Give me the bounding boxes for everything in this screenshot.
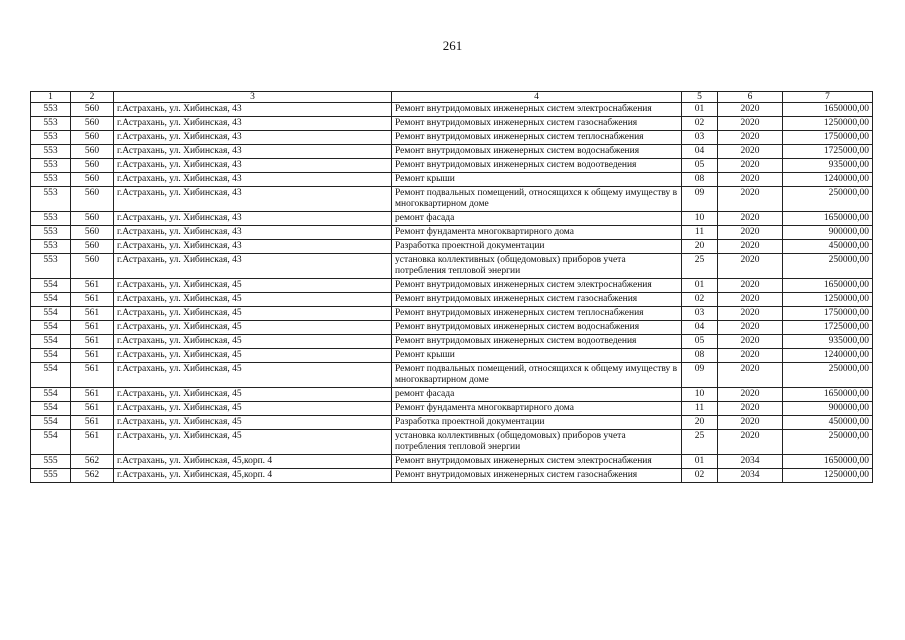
row-number: 554 (31, 335, 71, 349)
column-number: 6 (718, 92, 783, 103)
cost-cell: 1650000,00 (783, 455, 873, 469)
row-number: 554 (31, 388, 71, 402)
works-register-table (30, 91, 873, 483)
address-cell: г.Астрахань, ул. Хибинская, 45 (114, 335, 392, 349)
cost-cell: 900000,00 (783, 226, 873, 240)
table-row (31, 145, 873, 159)
cost-cell: 450000,00 (783, 240, 873, 254)
table-row (31, 307, 873, 321)
column-number: 3 (114, 92, 392, 103)
work-type-cell: Разработка проектной документации (392, 416, 682, 430)
work-type-cell: Ремонт внутридомовых инженерных систем электроснабжения (392, 103, 682, 117)
year-cell: 2020 (718, 159, 783, 173)
address-cell: г.Астрахань, ул. Хибинская, 43 (114, 159, 392, 173)
address-cell: г.Астрахань, ул. Хибинская, 45,корп. 4 (114, 455, 392, 469)
row-number: 553 (31, 145, 71, 159)
work-code-cell: 20 (682, 240, 718, 254)
work-type-cell: установка коллективных (общедомовых) приборов учета потребления тепловой энергии (392, 254, 682, 279)
cost-cell: 250000,00 (783, 254, 873, 279)
column-number: 5 (682, 92, 718, 103)
table-row (31, 430, 873, 455)
table-row (31, 416, 873, 430)
work-code-cell: 03 (682, 307, 718, 321)
cost-cell: 1240000,00 (783, 349, 873, 363)
cost-cell: 250000,00 (783, 187, 873, 212)
house-number: 561 (71, 279, 114, 293)
work-type-cell: Ремонт внутридомовых инженерных систем электроснабжения (392, 455, 682, 469)
address-cell: г.Астрахань, ул. Хибинская, 45 (114, 402, 392, 416)
house-number: 562 (71, 455, 114, 469)
row-number: 553 (31, 159, 71, 173)
row-number: 554 (31, 363, 71, 388)
address-cell: г.Астрахань, ул. Хибинская, 43 (114, 131, 392, 145)
work-type-cell: Ремонт внутридомовых инженерных систем водоотведения (392, 335, 682, 349)
row-number: 553 (31, 117, 71, 131)
work-code-cell: 02 (682, 469, 718, 483)
work-type-cell: Ремонт фундамента многоквартирного дома (392, 402, 682, 416)
table-row (31, 321, 873, 335)
column-number: 7 (783, 92, 873, 103)
table-row (31, 279, 873, 293)
work-type-cell: Ремонт подвальных помещений, относящихся к общему имуществу в многоквартирном доме (392, 363, 682, 388)
work-type-cell: Ремонт внутридомовых инженерных систем теплоснабжения (392, 307, 682, 321)
row-number: 554 (31, 349, 71, 363)
address-cell: г.Астрахань, ул. Хибинская, 45 (114, 430, 392, 455)
house-number: 561 (71, 307, 114, 321)
row-number: 554 (31, 307, 71, 321)
work-code-cell: 09 (682, 363, 718, 388)
cost-cell: 1725000,00 (783, 145, 873, 159)
house-number: 561 (71, 388, 114, 402)
work-type-cell: Ремонт фундамента многоквартирного дома (392, 226, 682, 240)
address-cell: г.Астрахань, ул. Хибинская, 43 (114, 226, 392, 240)
cost-cell: 1750000,00 (783, 131, 873, 145)
house-number: 560 (71, 131, 114, 145)
cost-cell: 1725000,00 (783, 321, 873, 335)
work-type-cell: Разработка проектной документации (392, 240, 682, 254)
table-row (31, 293, 873, 307)
table-row (31, 117, 873, 131)
work-type-cell: Ремонт внутридомовых инженерных систем электроснабжения (392, 279, 682, 293)
work-type-cell: Ремонт внутридомовых инженерных систем водоотведения (392, 159, 682, 173)
work-type-cell: Ремонт крыши (392, 173, 682, 187)
row-number: 553 (31, 240, 71, 254)
work-type-cell: установка коллективных (общедомовых) приборов учета потребления тепловой энергии (392, 430, 682, 455)
address-cell: г.Астрахань, ул. Хибинская, 43 (114, 254, 392, 279)
table-row (31, 349, 873, 363)
column-number: 4 (392, 92, 682, 103)
work-type-cell: Ремонт подвальных помещений, относящихся к общему имуществу в многоквартирном доме (392, 187, 682, 212)
year-cell: 2020 (718, 430, 783, 455)
cost-cell: 1250000,00 (783, 117, 873, 131)
address-cell: г.Астрахань, ул. Хибинская, 45 (114, 321, 392, 335)
row-number: 553 (31, 212, 71, 226)
address-cell: г.Астрахань, ул. Хибинская, 43 (114, 240, 392, 254)
work-code-cell: 04 (682, 145, 718, 159)
cost-cell: 450000,00 (783, 416, 873, 430)
address-cell: г.Астрахань, ул. Хибинская, 45 (114, 307, 392, 321)
address-cell: г.Астрахань, ул. Хибинская, 45 (114, 279, 392, 293)
cost-cell: 1250000,00 (783, 293, 873, 307)
table-row (31, 240, 873, 254)
table-row (31, 388, 873, 402)
address-cell: г.Астрахань, ул. Хибинская, 45 (114, 416, 392, 430)
column-number-row (31, 92, 873, 103)
address-cell: г.Астрахань, ул. Хибинская, 45 (114, 388, 392, 402)
house-number: 560 (71, 173, 114, 187)
table-row (31, 159, 873, 173)
table-row (31, 226, 873, 240)
year-cell: 2020 (718, 363, 783, 388)
work-code-cell: 03 (682, 131, 718, 145)
house-number: 560 (71, 212, 114, 226)
address-cell: г.Астрахань, ул. Хибинская, 43 (114, 117, 392, 131)
cost-cell: 250000,00 (783, 430, 873, 455)
address-cell: г.Астрахань, ул. Хибинская, 45 (114, 293, 392, 307)
work-code-cell: 25 (682, 430, 718, 455)
year-cell: 2020 (718, 173, 783, 187)
year-cell: 2020 (718, 212, 783, 226)
work-type-cell: Ремонт внутридомовых инженерных систем водоснабжения (392, 145, 682, 159)
row-number: 553 (31, 254, 71, 279)
row-number: 555 (31, 455, 71, 469)
address-cell: г.Астрахань, ул. Хибинская, 45 (114, 349, 392, 363)
row-number: 554 (31, 416, 71, 430)
table-row (31, 254, 873, 279)
work-code-cell: 02 (682, 117, 718, 131)
work-code-cell: 08 (682, 349, 718, 363)
year-cell: 2034 (718, 469, 783, 483)
address-cell: г.Астрахань, ул. Хибинская, 45 (114, 363, 392, 388)
work-code-cell: 09 (682, 187, 718, 212)
work-code-cell: 10 (682, 212, 718, 226)
table-row (31, 469, 873, 483)
cost-cell: 935000,00 (783, 335, 873, 349)
cost-cell: 900000,00 (783, 402, 873, 416)
table-row (31, 131, 873, 145)
table-row (31, 212, 873, 226)
cost-cell: 935000,00 (783, 159, 873, 173)
year-cell: 2020 (718, 349, 783, 363)
cost-cell: 1250000,00 (783, 469, 873, 483)
house-number: 560 (71, 145, 114, 159)
work-type-cell: Ремонт крыши (392, 349, 682, 363)
column-number: 1 (31, 92, 71, 103)
row-number: 553 (31, 173, 71, 187)
address-cell: г.Астрахань, ул. Хибинская, 45,корп. 4 (114, 469, 392, 483)
row-number: 553 (31, 103, 71, 117)
work-code-cell: 01 (682, 279, 718, 293)
work-code-cell: 20 (682, 416, 718, 430)
work-code-cell: 01 (682, 103, 718, 117)
table-row (31, 173, 873, 187)
year-cell: 2020 (718, 131, 783, 145)
row-number: 554 (31, 402, 71, 416)
work-code-cell: 11 (682, 402, 718, 416)
address-cell: г.Астрахань, ул. Хибинская, 43 (114, 212, 392, 226)
house-number: 561 (71, 335, 114, 349)
table-row (31, 103, 873, 117)
table-row (31, 335, 873, 349)
house-number: 560 (71, 187, 114, 212)
column-number: 2 (71, 92, 114, 103)
year-cell: 2020 (718, 402, 783, 416)
cost-cell: 250000,00 (783, 363, 873, 388)
year-cell: 2020 (718, 117, 783, 131)
work-type-cell: Ремонт внутридомовых инженерных систем газоснабжения (392, 293, 682, 307)
house-number: 561 (71, 349, 114, 363)
row-number: 554 (31, 279, 71, 293)
work-type-cell: Ремонт внутридомовых инженерных систем газоснабжения (392, 117, 682, 131)
year-cell: 2020 (718, 103, 783, 117)
work-code-cell: 05 (682, 335, 718, 349)
house-number: 561 (71, 363, 114, 388)
year-cell: 2034 (718, 455, 783, 469)
year-cell: 2020 (718, 279, 783, 293)
row-number: 553 (31, 131, 71, 145)
house-number: 560 (71, 254, 114, 279)
work-code-cell: 10 (682, 388, 718, 402)
year-cell: 2020 (718, 293, 783, 307)
table-row (31, 402, 873, 416)
year-cell: 2020 (718, 254, 783, 279)
address-cell: г.Астрахань, ул. Хибинская, 43 (114, 173, 392, 187)
year-cell: 2020 (718, 226, 783, 240)
house-number: 561 (71, 430, 114, 455)
year-cell: 2020 (718, 416, 783, 430)
page-number: 261 (442, 38, 463, 53)
work-code-cell: 08 (682, 173, 718, 187)
year-cell: 2020 (718, 145, 783, 159)
row-number: 553 (31, 226, 71, 240)
work-type-cell: ремонт фасада (392, 388, 682, 402)
table-row (31, 363, 873, 388)
house-number: 562 (71, 469, 114, 483)
house-number: 560 (71, 159, 114, 173)
year-cell: 2020 (718, 307, 783, 321)
house-number: 560 (71, 103, 114, 117)
work-code-cell: 11 (682, 226, 718, 240)
work-code-cell: 05 (682, 159, 718, 173)
work-type-cell: ремонт фасада (392, 212, 682, 226)
year-cell: 2020 (718, 240, 783, 254)
cost-cell: 1240000,00 (783, 173, 873, 187)
work-code-cell: 02 (682, 293, 718, 307)
cost-cell: 1650000,00 (783, 279, 873, 293)
address-cell: г.Астрахань, ул. Хибинская, 43 (114, 145, 392, 159)
house-number: 561 (71, 402, 114, 416)
row-number: 554 (31, 430, 71, 455)
work-code-cell: 25 (682, 254, 718, 279)
table-row (31, 187, 873, 212)
address-cell: г.Астрахань, ул. Хибинская, 43 (114, 187, 392, 212)
row-number: 554 (31, 321, 71, 335)
house-number: 561 (71, 321, 114, 335)
cost-cell: 1750000,00 (783, 307, 873, 321)
year-cell: 2020 (718, 321, 783, 335)
year-cell: 2020 (718, 335, 783, 349)
work-type-cell: Ремонт внутридомовых инженерных систем газоснабжения (392, 469, 682, 483)
work-type-cell: Ремонт внутридомовых инженерных систем теплоснабжения (392, 131, 682, 145)
work-code-cell: 04 (682, 321, 718, 335)
row-number: 554 (31, 293, 71, 307)
cost-cell: 1650000,00 (783, 388, 873, 402)
year-cell: 2020 (718, 388, 783, 402)
table-row (31, 455, 873, 469)
house-number: 560 (71, 226, 114, 240)
year-cell: 2020 (718, 187, 783, 212)
house-number: 560 (71, 117, 114, 131)
house-number: 561 (71, 416, 114, 430)
house-number: 560 (71, 240, 114, 254)
row-number: 553 (31, 187, 71, 212)
work-code-cell: 01 (682, 455, 718, 469)
work-type-cell: Ремонт внутридомовых инженерных систем водоснабжения (392, 321, 682, 335)
row-number: 555 (31, 469, 71, 483)
cost-cell: 1650000,00 (783, 212, 873, 226)
address-cell: г.Астрахань, ул. Хибинская, 43 (114, 103, 392, 117)
cost-cell: 1650000,00 (783, 103, 873, 117)
house-number: 561 (71, 293, 114, 307)
